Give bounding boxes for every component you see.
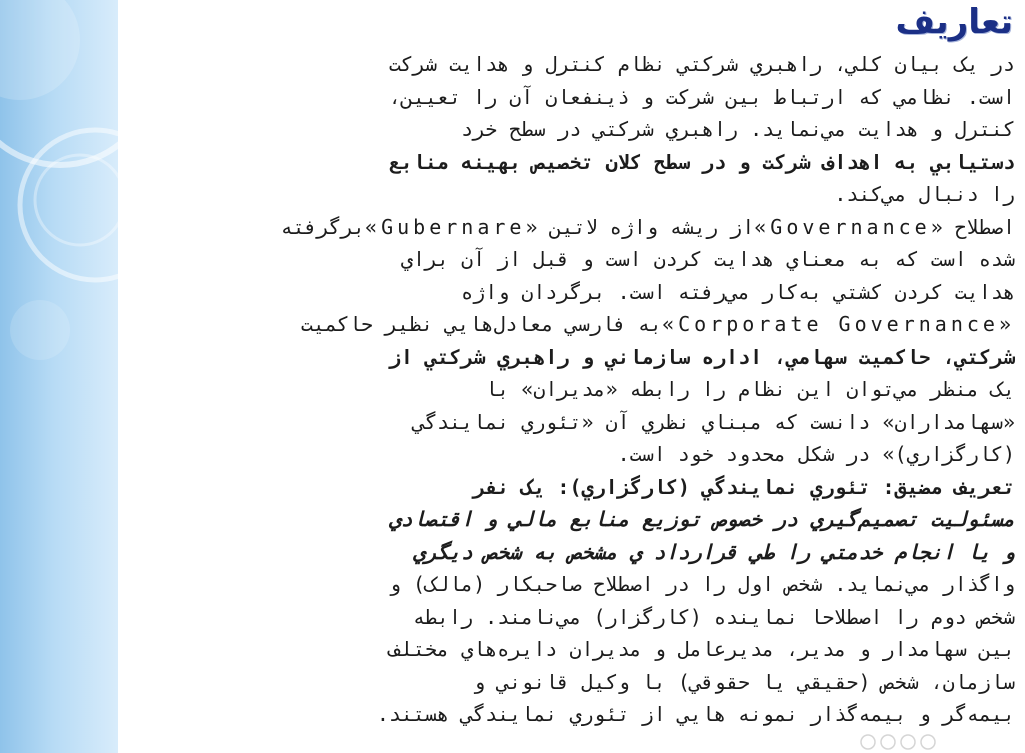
- text-line: شرکتي، حاکميت سهامي، اداره سازماني و راهبري شرکتي از: [388, 344, 1015, 369]
- definition-heading: تعريف مضيق: تئوري نمايندگي (کارگزاري): يک نفر: [473, 474, 1015, 499]
- text-line: شده است که به معناي هدايت کردن است و قبل از آن براي: [400, 247, 1015, 271]
- slide-nav-icons: [858, 733, 978, 751]
- sidebar-circles-decoration: [0, 0, 118, 753]
- text-line: شخص دوم را اصطلاحا نماينده (کارگزار) مي‌نامند. رابطه: [412, 604, 1015, 629]
- text-line: هدايت کردن کشتي به‌کار مي‌رفته است. برگردان واژه: [461, 279, 1015, 304]
- text-line: کنترل و هدايت مي‌نمايد. راهبري شرکتي در سطح خرد: [461, 117, 1015, 141]
- text-line: «سهامداران» دانست که مبناي نظري آن «تئوري نمايندگي: [412, 409, 1015, 434]
- text-line: را دنبال مي‌کند.: [834, 182, 1015, 206]
- text-line: بيمه‌گر و بيمه‌گذار نمونه هايي از تئوري نمايندگي هستند.: [376, 702, 1015, 726]
- text-line: و يا انجام خدمتي را طي قرارداد ي مشخص به شخص ديگري: [412, 539, 1015, 564]
- text-line: مسئوليت تصميم‌گيري در خصوص توزيع منابع مالي و اقتصادي: [388, 507, 1015, 531]
- slide-content: [118, 0, 1025, 753]
- text-line: «Corporate Governance»به فارسي معادل‌هايي نظير حاکميت: [300, 312, 1015, 336]
- text-line: واگذار مي‌نمايد. شخص اول را در اصطلاح صاحبکار (مالک) و: [388, 572, 1015, 596]
- text-line: بين سهامدار و مدير، مديرعامل و مديران دايره‌هاي مختلف: [388, 637, 1015, 661]
- text-line: سازمان، شخص (حقيقي يا حقوقي) با وکيل قانوني و: [473, 669, 1015, 694]
- text-line: (کارگزاري)» در شکل محدود خود است.: [617, 442, 1015, 466]
- slide-title: تعاريف: [895, 2, 1013, 42]
- text-line: است. نظامي که ارتباط بين شرکت و ذينفعان آن را تعيين،: [388, 84, 1015, 109]
- text-line: اصطلاح «Governance»از ريشه واژه لاتين «Gubernare»برگرفته: [280, 214, 1015, 239]
- text-line: دستيابي به اهداف شرکت و در سطح کلان تخصيص بهينه منابع: [388, 149, 1015, 174]
- slide-body-text: [123, 48, 1015, 731]
- text-line: يک منظر مي‌توان اين نظام را رابطه «مديران» با: [485, 377, 1015, 401]
- text-line: در يک بيان کلي، راهبري شرکتي نظام کنترل و هدايت شرکت: [388, 52, 1015, 76]
- decorative-sidebar: [0, 0, 118, 753]
